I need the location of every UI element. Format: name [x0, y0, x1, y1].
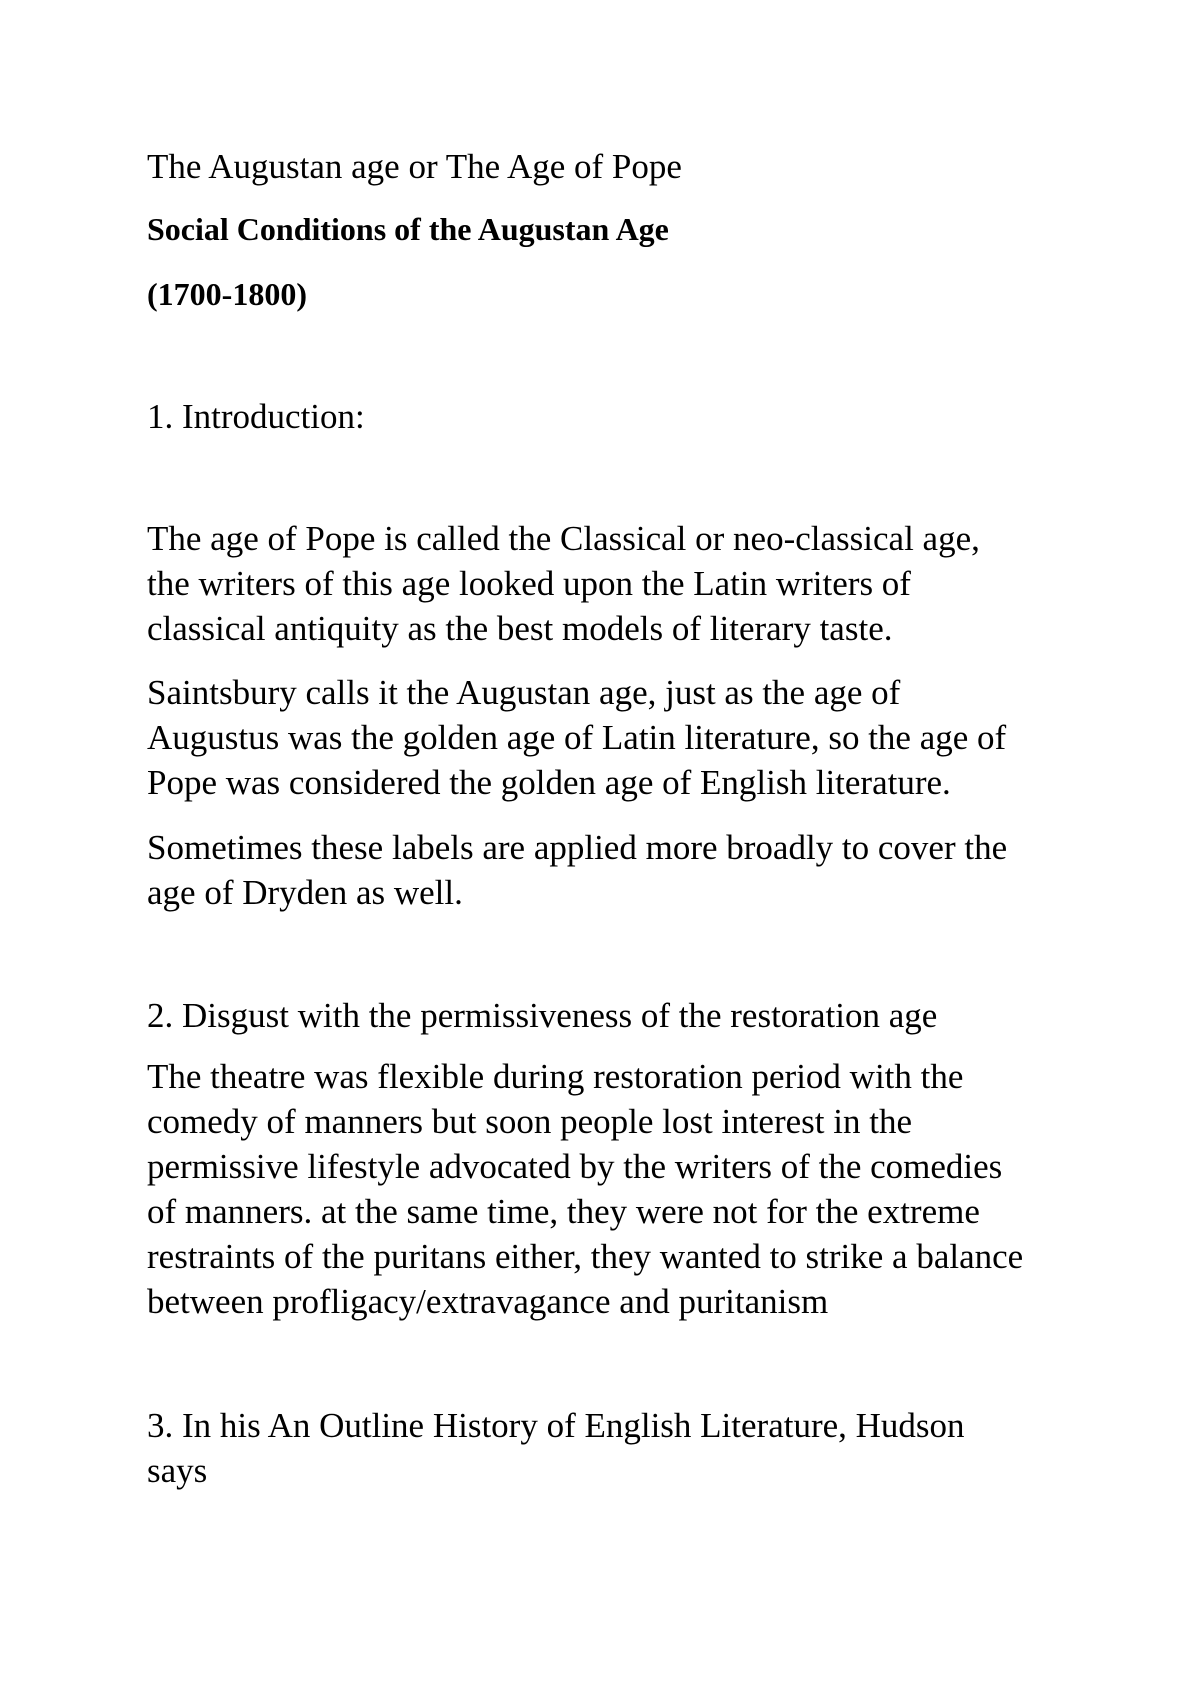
heading-line: 3. In his An Outline History of English Literature, Hudson [147, 1406, 965, 1445]
paragraph-line: Saintsbury calls it the Augustan age, just as the age of [147, 673, 901, 712]
paragraph-saintsbury [147, 670, 1087, 805]
paragraph-theatre [147, 1054, 1087, 1324]
paragraph-line: permissive lifestyle advocated by the writers of the comedies [147, 1147, 1003, 1186]
paragraph-line: restraints of the puritans either, they wanted to strike a balance [147, 1237, 1024, 1276]
paragraph-line: age of Dryden as well. [147, 873, 463, 912]
paragraph-labels [147, 825, 1087, 915]
paragraph-line: Augustus was the golden age of Latin literature, so the age of [147, 718, 1007, 757]
paragraph-line: comedy of manners but soon people lost interest in the [147, 1102, 912, 1141]
paragraph-classical-age [147, 516, 1087, 651]
section-heading-hudson [147, 1403, 1087, 1493]
paragraph-line: Pope was considered the golden age of English literature. [147, 763, 951, 802]
paragraph-line: of manners. at the same time, they were not for the extreme [147, 1192, 980, 1231]
section-heading-disgust: 2. Disgust with the permissiveness of the restoration age [147, 996, 938, 1035]
paragraph-line: Sometimes these labels are applied more broadly to cover the [147, 828, 1008, 867]
paragraph-line: The age of Pope is called the Classical or neo-classical age, [147, 519, 980, 558]
page-title: The Augustan age or The Age of Pope [147, 147, 682, 186]
period-years: (1700-1800) [147, 276, 307, 312]
heading-line: says [147, 1451, 208, 1490]
page-subtitle: Social Conditions of the Augustan Age [147, 211, 669, 247]
paragraph-line: The theatre was flexible during restoration period with the [147, 1057, 964, 1096]
paragraph-line: between profligacy/extravagance and puritanism [147, 1282, 829, 1321]
section-heading-introduction: 1. Introduction: [147, 397, 365, 436]
paragraph-line: the writers of this age looked upon the Latin writers of [147, 564, 911, 603]
paragraph-line: classical antiquity as the best models of literary taste. [147, 609, 893, 648]
